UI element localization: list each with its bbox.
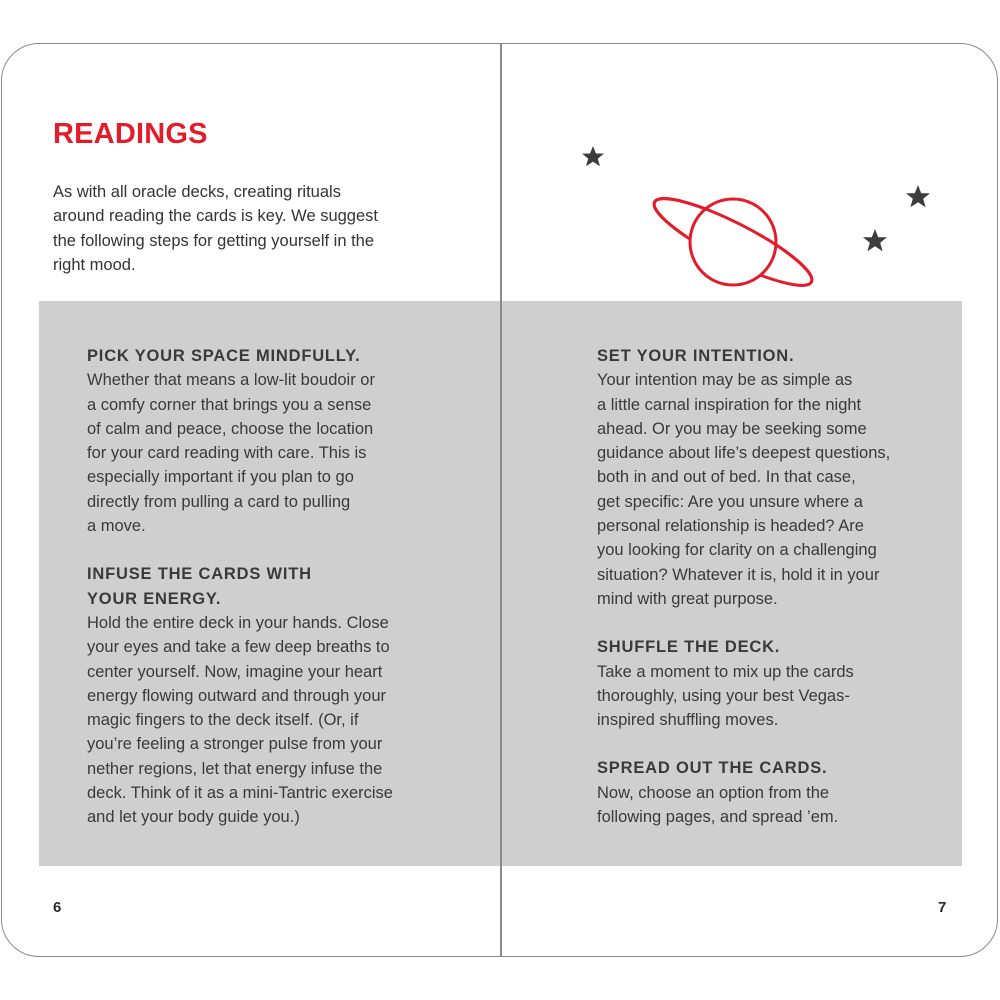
step-body-line: your eyes and take a few deep breaths to xyxy=(87,638,390,657)
star-icon xyxy=(906,185,930,207)
step-heading xyxy=(87,344,447,368)
step-shuffle-the-deck xyxy=(597,635,937,732)
step-body-line: personal relationship is headed? Are xyxy=(597,517,864,536)
page-number-left: 6 xyxy=(53,899,62,916)
step-spread-out-the-cards xyxy=(597,756,937,829)
step-body-line: you looking for clarity on a challenging xyxy=(597,541,877,560)
step-heading-line: YOUR ENERGY. xyxy=(87,589,222,608)
step-body-line: center yourself. Now, imagine your heart xyxy=(87,662,383,681)
step-body-line: Whether that means a low-lit boudoir or xyxy=(87,371,375,390)
book-spread xyxy=(1,43,998,957)
step-body-line: Now, choose an option from the xyxy=(597,783,830,802)
step-pick-your-space xyxy=(87,344,447,538)
step-heading xyxy=(597,344,937,368)
step-body-line: for your card reading with care. This is xyxy=(87,444,367,463)
step-body-line: of calm and peace, choose the location xyxy=(87,419,374,438)
step-body xyxy=(87,611,447,830)
step-heading-line: SET YOUR INTENTION. xyxy=(597,347,795,365)
step-body-line: both in and out of bed. In that case, xyxy=(597,468,856,487)
right-steps-column xyxy=(597,344,937,853)
book-gutter xyxy=(500,44,502,956)
step-body-line: nether regions, let that energy infuse the xyxy=(87,759,383,778)
space-illustration xyxy=(572,94,952,294)
star-icon xyxy=(863,229,887,251)
step-heading xyxy=(87,562,447,611)
step-body xyxy=(87,368,447,538)
step-body-line: a comfy corner that brings you a sense xyxy=(87,395,372,414)
step-body-line: situation? Whatever it is, hold it in your xyxy=(597,565,880,584)
step-body-line: directly from pulling a card to pulling xyxy=(87,492,351,511)
step-body xyxy=(597,368,937,611)
step-body-line: magic fingers to the deck itself. (Or, if xyxy=(87,711,359,730)
step-body-line: and let your body guide you.) xyxy=(87,808,300,827)
step-body-line: energy flowing outward and through your xyxy=(87,686,387,705)
step-body-line: especially important if you plan to go xyxy=(87,468,354,487)
step-body-line: following pages, and spread ’em. xyxy=(597,808,839,827)
step-body-line: ahead. Or you may be seeking some xyxy=(597,419,867,438)
step-body xyxy=(597,660,937,733)
step-body-line: guidance about life’s deepest questions, xyxy=(597,444,891,463)
step-heading-line: PICK YOUR SPACE MINDFULLY. xyxy=(87,347,361,365)
step-body-line: get specific: Are you unsure where a xyxy=(597,492,863,511)
step-heading-line: INFUSE THE CARDS WITH xyxy=(87,565,312,584)
step-body-line: deck. Think of it as a mini-Tantric exercise xyxy=(87,784,393,803)
step-body-line: you’re feeling a stronger pulse from your xyxy=(87,735,383,754)
star-icon xyxy=(582,146,604,166)
step-infuse-the-cards xyxy=(87,562,447,829)
step-heading-line: SPREAD OUT THE CARDS. xyxy=(597,759,828,778)
intro-line: around reading the cards is key. We suggest xyxy=(53,207,378,226)
intro-paragraph xyxy=(53,180,443,277)
intro-line: right mood. xyxy=(53,255,136,274)
intro-line: As with all oracle decks, creating rituals xyxy=(53,183,341,201)
step-set-your-intention xyxy=(597,344,937,611)
page-title: READINGS xyxy=(53,118,208,150)
step-body-line: a little carnal inspiration for the night xyxy=(597,395,862,414)
step-body-line: mind with great purpose. xyxy=(597,589,778,608)
left-steps-column xyxy=(87,344,447,854)
step-body-line: Take a moment to mix up the cards xyxy=(597,662,854,681)
page-number-right: 7 xyxy=(938,899,947,916)
step-heading xyxy=(597,756,937,780)
step-body-line: Your intention may be as simple as xyxy=(597,371,853,390)
step-body-line: thoroughly, using your best Vegas- xyxy=(597,686,850,705)
intro-line: the following steps for getting yourself in the xyxy=(53,231,375,250)
step-heading-line: SHUFFLE THE DECK. xyxy=(597,638,781,657)
step-body-line: a move. xyxy=(87,517,146,536)
step-body xyxy=(597,781,937,830)
step-body-line: inspired shuffling moves. xyxy=(597,711,779,730)
step-heading xyxy=(597,635,937,659)
step-body-line: Hold the entire deck in your hands. Close xyxy=(87,613,389,632)
planet-icon xyxy=(646,185,820,294)
